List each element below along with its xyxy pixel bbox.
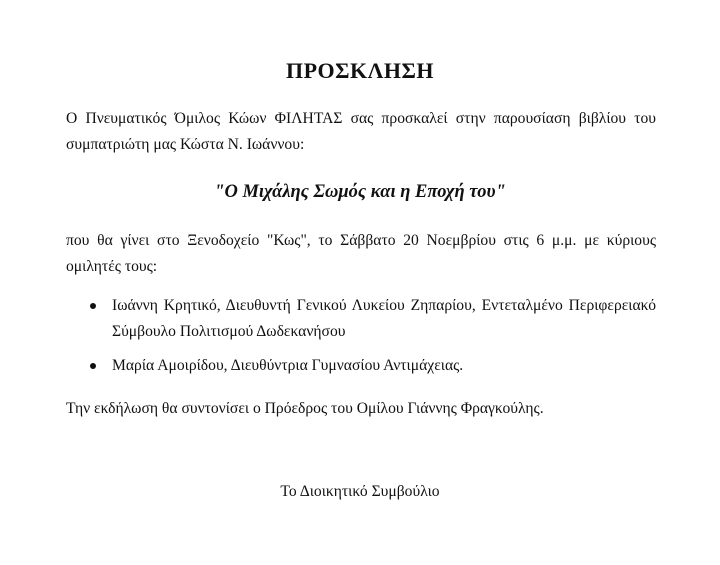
- speaker-text: Μαρία Αμοιρίδου, Διευθύντρια Γυμνασίου Αντιμάχειας.: [112, 357, 464, 374]
- venue-paragraph: που θα γίνει στο Ξενοδοχείο "Κως", το Σάββατο 20 Νοεμβρίου στις 6 μ.μ. με κύριους ομιλητές τους:: [66, 232, 656, 275]
- moderator-paragraph: Την εκδήλωση θα συντονίσει ο Πρόεδρος του Ομίλου Γιάννης Φραγκούλης.: [66, 400, 544, 417]
- bullet-icon: [90, 303, 96, 309]
- signature: Το Διοικητικό Συμβούλιο: [280, 483, 440, 500]
- speaker-item: [66, 353, 656, 379]
- document-title: ΠΡΟΣΚΛΗΣΗ: [285, 58, 435, 83]
- speaker-item: [66, 293, 656, 345]
- speaker-text: Ιωάννη Κρητικό, Διευθυντή Γενικού Λυκείου Ζηπαρίου, Εντεταλμένο Περιφερειακό Σύμβουλο Πολιτισμού Δωδεκανήσου: [112, 297, 656, 340]
- bullet-icon: [90, 363, 96, 369]
- intro-paragraph: Ο Πνευματικός Όμιλος Κώων ΦΙΛΗΤΑΣ σας προσκαλεί στην παρουσίαση βιβλίου του συμπατριώτη μας Κώστα Ν. Ιωάννου:: [66, 110, 656, 153]
- book-title: "Ο Μιχάλης Σωμός και η Εποχή του": [214, 182, 506, 202]
- speakers-list: [66, 293, 656, 387]
